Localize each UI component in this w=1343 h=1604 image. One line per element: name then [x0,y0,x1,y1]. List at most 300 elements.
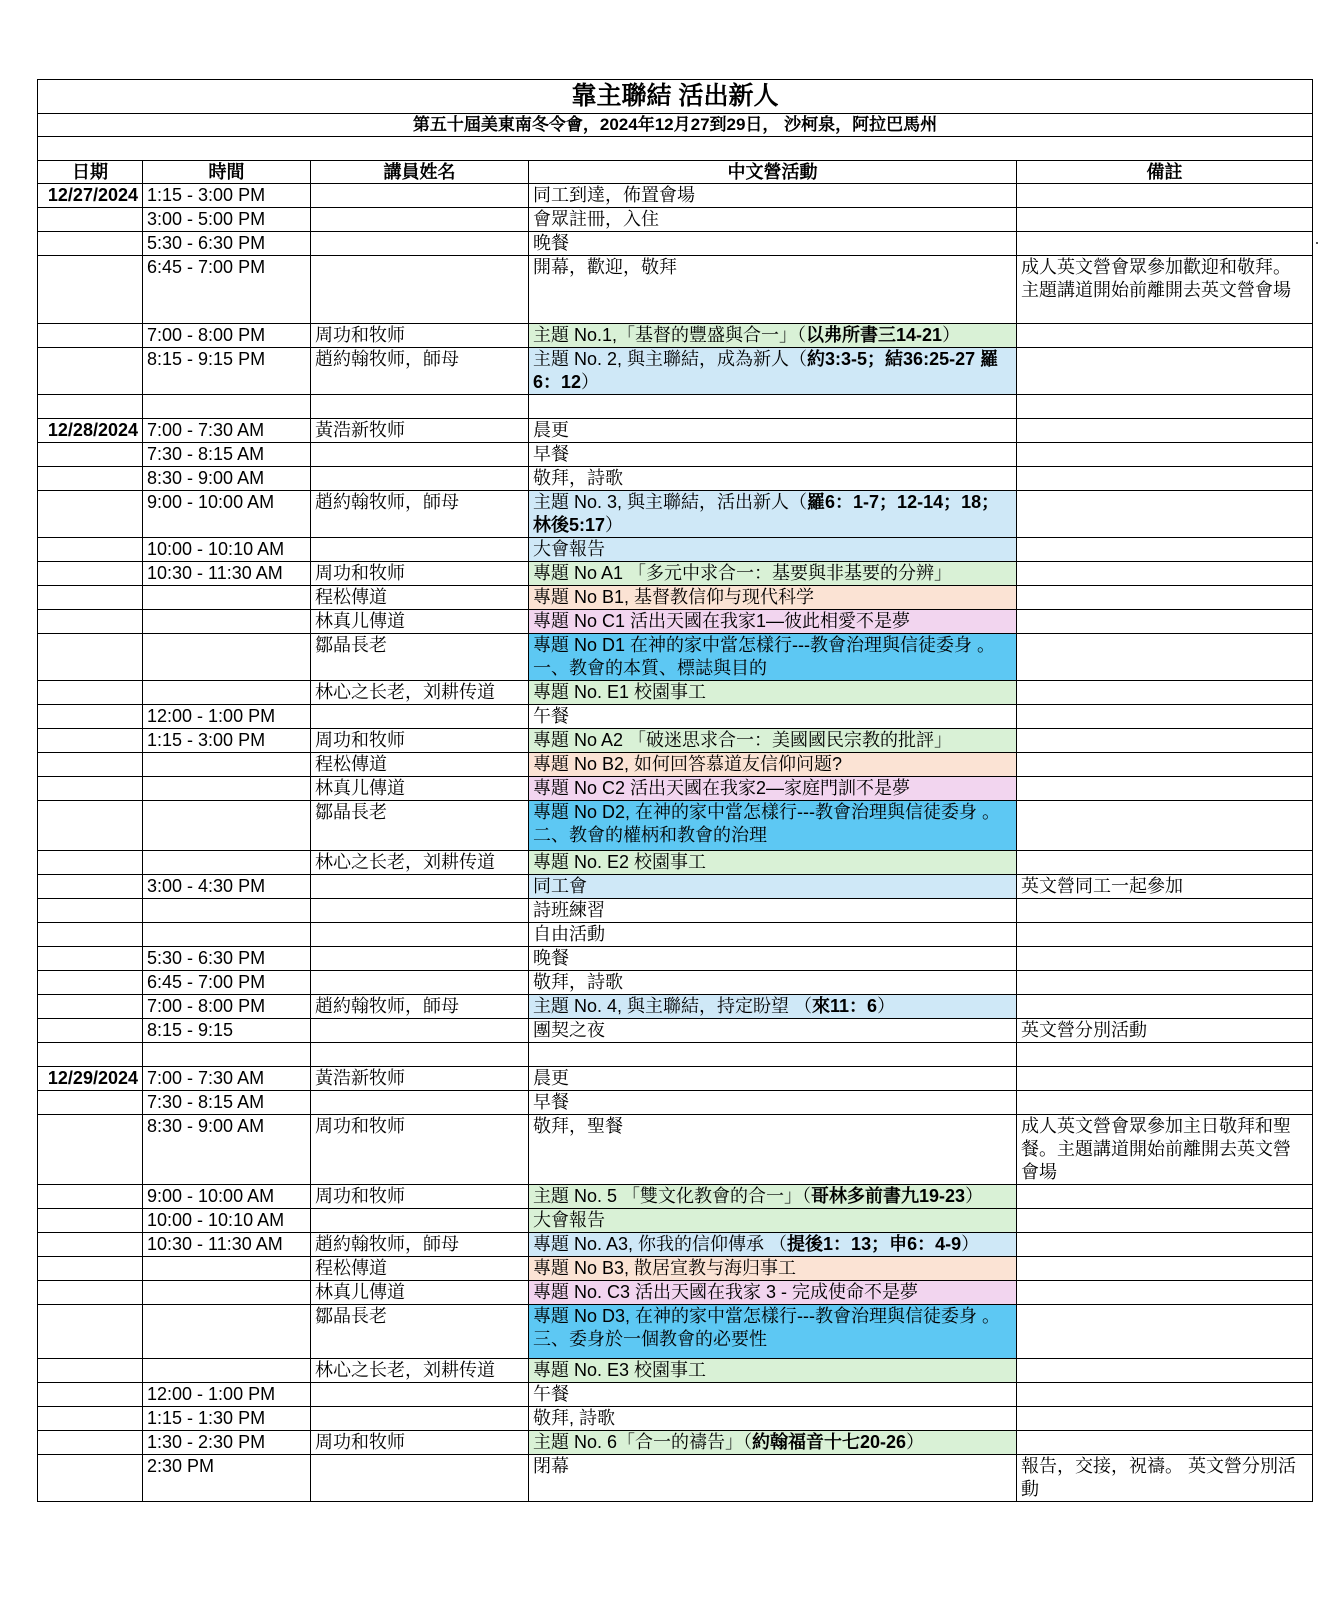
remark-cell [1017,899,1313,923]
schedule-row [38,705,1313,729]
schedule-row [38,777,1313,801]
activity-cell [529,634,1017,681]
date-cell [38,851,143,875]
speaker-cell: 趙約翰牧师，師母 [311,995,529,1019]
speaker-cell: 趙約翰牧师，師母 [311,491,529,538]
activity-text-tail: ） [877,996,896,1016]
activity-cell [529,899,1017,923]
schedule-row [38,208,1313,232]
time-cell [143,777,311,801]
schedule-row [38,851,1313,875]
schedule-row [38,875,1313,899]
activity-cell [529,681,1017,705]
activity-cell [529,1305,1017,1359]
activity-cell [529,1383,1017,1407]
date-cell [38,1233,143,1257]
speaker-cell [311,875,529,899]
speaker-cell: 周功和牧师 [311,562,529,586]
activity-cell [529,491,1017,538]
speaker-cell [311,947,529,971]
activity-cell [529,467,1017,491]
speaker-cell [311,208,529,232]
schedule-row [38,1067,1313,1091]
time-cell: 6:45 - 7:00 PM [143,971,311,995]
remark-cell [1017,705,1313,729]
header-time: 時間 [143,161,311,184]
date-cell [38,1281,143,1305]
activity-cell [529,443,1017,467]
remark-cell [1017,538,1313,562]
schedule-row [38,324,1313,348]
remark-cell [1017,1185,1313,1209]
speaker-cell: 周功和牧师 [311,1431,529,1455]
remark-cell [1017,419,1313,443]
time-cell: 12:00 - 1:00 PM [143,705,311,729]
remark-cell [1017,801,1313,851]
activity-text: 專題 No D3, 在神的家中當怎樣行---教會治理與信徒委身 。三、委身於一個教會的必要性 [533,1306,1001,1349]
date-cell [38,256,143,324]
schedule-row [38,610,1313,634]
activity-cell [529,1115,1017,1185]
activity-text-tail: ） [965,1186,984,1206]
time-cell: 3:00 - 5:00 PM [143,208,311,232]
schedule-row [38,491,1313,538]
activity-cell [529,1455,1017,1502]
schedule-row [38,256,1313,324]
speaker-cell [311,467,529,491]
remark-cell [1017,443,1313,467]
activity-text: 專題 No. E3 校園事工 [533,1360,707,1380]
schedule-row [38,681,1313,705]
speaker-cell: 周功和牧师 [311,729,529,753]
date-cell [38,232,143,256]
activity-cell [529,777,1017,801]
activity-text: 自由活動 [533,924,605,944]
remark-cell [1017,753,1313,777]
speaker-cell [311,705,529,729]
date-cell [38,1455,143,1502]
schedule-row [38,1115,1313,1185]
speaker-cell [311,1209,529,1233]
remark-cell [1017,971,1313,995]
activity-cell [529,923,1017,947]
speaker-cell [311,1455,529,1502]
date-cell [38,705,143,729]
schedule-row [38,1019,1313,1043]
date-cell [38,538,143,562]
activity-text: 早餐 [533,1092,569,1112]
activity-cell [529,1091,1017,1115]
activity-text: 專題 No. E1 校園事工 [533,682,707,702]
activity-text: 會眾註冊，入住 [533,209,659,229]
scripture-reference: 哥林多前書九19-23 [811,1186,966,1206]
date-cell [38,208,143,232]
remark-cell [1017,348,1313,395]
time-cell [143,801,311,851]
scripture-reference: 以弗所書三14-21 [806,325,943,345]
activity-cell [529,256,1017,324]
remark-cell [1017,324,1313,348]
remark-cell [1017,610,1313,634]
remark-cell [1017,467,1313,491]
time-cell [143,586,311,610]
activity-text: 晚餐 [533,233,569,253]
time-cell: 8:15 - 9:15 PM [143,348,311,395]
time-cell: 8:30 - 9:00 AM [143,1115,311,1185]
activity-text: 開幕，歡迎，敬拜 [533,257,677,277]
time-cell: 1:15 - 1:30 PM [143,1407,311,1431]
speaker-cell [311,923,529,947]
date-cell: 12/29/2024 [38,1067,143,1091]
activity-text: 專題 No B2, 如何回答慕道友信仰问题? [533,754,843,774]
scripture-reference: 約3:3-5；結36:25-27 羅6：12 [533,349,999,392]
activity-text: 主題 No.1,「基督的豐盛與合一」（ [533,325,807,345]
speaker-cell: 鄒晶長老 [311,801,529,851]
remark-cell [1017,1359,1313,1383]
speaker-cell: 程松傳道 [311,753,529,777]
time-cell: 8:30 - 9:00 AM [143,467,311,491]
time-cell: 7:30 - 8:15 AM [143,443,311,467]
remark-cell: 成人英文營會眾參加歡迎和敬拜。主題講道開始前離開去英文營會場 [1017,256,1313,324]
time-cell [143,851,311,875]
time-cell: 7:00 - 8:00 PM [143,995,311,1019]
date-cell [38,1359,143,1383]
activity-text: 晨更 [533,420,569,440]
schedule-row [38,1091,1313,1115]
time-cell [143,753,311,777]
activity-text: 專題 No D1 在神的家中當怎樣行---教會治理與信徒委身 。一、教會的本質、標誌與目的 [533,635,996,678]
schedule-row [38,947,1313,971]
remark-cell: 英文營分別活動 [1017,1019,1313,1043]
time-cell: 8:15 - 9:15 [143,1019,311,1043]
header-date: 日期 [38,161,143,184]
schedule-row [38,586,1313,610]
remark-cell: 報告，交接，祝禱。 英文營分別活動 [1017,1455,1313,1502]
schedule-row [38,995,1313,1019]
speaker-cell [311,184,529,208]
remark-cell [1017,947,1313,971]
header-remark: 備註 [1017,161,1313,184]
date-cell [38,1185,143,1209]
page-subtitle: 第五十屆美東南冬令會，2024年12月27到29日， 沙柯泉，阿拉巴馬州 [38,114,1313,137]
speaker-cell: 程松傳道 [311,586,529,610]
speaker-cell: 周功和牧师 [311,1185,529,1209]
remark-cell [1017,1233,1313,1257]
activity-cell [529,1431,1017,1455]
activity-cell [529,1281,1017,1305]
date-cell [38,634,143,681]
speaker-cell: 趙約翰牧师，師母 [311,1233,529,1257]
date-cell: 12/28/2024 [38,419,143,443]
speaker-cell [311,443,529,467]
remark-cell [1017,1281,1313,1305]
activity-text-tail: ） [581,372,600,392]
activity-cell [529,610,1017,634]
date-cell [38,467,143,491]
activity-cell [529,995,1017,1019]
date-cell [38,1257,143,1281]
date-cell: 12/27/2024 [38,184,143,208]
speaker-cell [311,1019,529,1043]
activity-cell [529,1019,1017,1043]
date-cell [38,1383,143,1407]
activity-cell [529,1067,1017,1091]
activity-cell [529,971,1017,995]
scripture-reference: 約翰福音十七20-26 [752,1432,907,1452]
schedule-row [38,1185,1313,1209]
speaker-cell [311,899,529,923]
activity-cell [529,705,1017,729]
remark-cell [1017,491,1313,538]
activity-text: 大會報告 [533,1210,605,1230]
activity-text: 詩班練習 [533,900,605,920]
schedule-table [37,79,1313,1502]
activity-cell [529,208,1017,232]
date-cell [38,1209,143,1233]
date-cell [38,1431,143,1455]
date-cell [38,491,143,538]
speaker-cell [311,1383,529,1407]
date-cell [38,899,143,923]
schedule-row [38,1407,1313,1431]
header-speaker: 講員姓名 [311,161,529,184]
activity-cell [529,232,1017,256]
date-cell [38,971,143,995]
time-cell: 12:00 - 1:00 PM [143,1383,311,1407]
time-cell: 1:15 - 3:00 PM [143,184,311,208]
date-cell [38,610,143,634]
remark-cell [1017,1209,1313,1233]
remark-cell: 成人英文營會眾參加主日敬拜和聖餐。主題講道開始前離開去英文營會場 [1017,1115,1313,1185]
activity-text: 專題 No C2 活出天國在我家2—家庭門訓不是夢 [533,778,911,798]
time-cell: 1:15 - 3:00 PM [143,729,311,753]
date-cell [38,1305,143,1359]
activity-text: 晨更 [533,1068,569,1088]
time-cell: 10:30 - 11:30 AM [143,1233,311,1257]
activity-text: 專題 No. A3, 你我的信仰傳承 （ [533,1234,788,1254]
time-cell: 6:45 - 7:00 PM [143,256,311,324]
speaker-cell: 鄒晶長老 [311,1305,529,1359]
speaker-cell: 周功和牧师 [311,324,529,348]
schedule-row [38,419,1313,443]
activity-cell [529,947,1017,971]
time-cell: 1:30 - 2:30 PM [143,1431,311,1455]
blank-row [38,395,1313,419]
schedule-row [38,753,1313,777]
date-cell [38,923,143,947]
speaker-cell: 趙約翰牧师，師母 [311,348,529,395]
spacer-row [38,137,1313,161]
activity-text: 專題 No C1 活出天國在我家1—彼此相愛不是夢 [533,611,911,631]
activity-text: 主題 No. 4, 與主聯結，持定盼望 （ [533,996,813,1016]
schedule-row [38,1233,1313,1257]
time-cell: 7:30 - 8:15 AM [143,1091,311,1115]
time-cell [143,923,311,947]
activity-text: 午餐 [533,1384,569,1404]
speaker-cell: 周功和牧师 [311,1115,529,1185]
time-cell: 10:30 - 11:30 AM [143,562,311,586]
time-cell [143,1281,311,1305]
activity-text: 閉幕 [533,1456,569,1476]
date-cell [38,1115,143,1185]
activity-cell [529,1209,1017,1233]
activity-cell [529,851,1017,875]
time-cell [143,1359,311,1383]
remark-cell [1017,681,1313,705]
time-cell [143,610,311,634]
speaker-cell: 林真儿傳道 [311,1281,529,1305]
activity-text: 主題 No. 6「合一的禱告」（ [533,1432,753,1452]
activity-text: 團契之夜 [533,1020,605,1040]
time-cell: 2:30 PM [143,1455,311,1502]
schedule-row [38,971,1313,995]
speaker-cell [311,538,529,562]
activity-text: 專題 No A1 「多元中求合一：基要與非基要的分辨」 [533,563,953,583]
date-cell [38,1019,143,1043]
remark-cell [1017,729,1313,753]
activity-cell [529,562,1017,586]
remark-cell [1017,184,1313,208]
activity-cell [529,753,1017,777]
schedule-row [38,1257,1313,1281]
time-cell: 9:00 - 10:00 AM [143,491,311,538]
activity-text: 主題 No. 2, 與主聯結，成為新人（ [533,349,808,369]
schedule-row [38,729,1313,753]
activity-text-tail: ） [942,325,961,345]
schedule-row [38,1431,1313,1455]
remark-cell [1017,1067,1313,1091]
activity-cell [529,538,1017,562]
speaker-cell: 林真儿傳道 [311,610,529,634]
time-cell: 7:00 - 7:30 AM [143,419,311,443]
activity-text: 主題 No. 3, 與主聯結，活出新人（ [533,492,808,512]
schedule-row [38,1383,1313,1407]
date-cell [38,729,143,753]
time-cell: 10:00 - 10:10 AM [143,1209,311,1233]
schedule-row [38,184,1313,208]
remark-cell [1017,562,1313,586]
date-cell [38,586,143,610]
speaker-cell [311,232,529,256]
activity-cell [529,324,1017,348]
speaker-cell: 程松傳道 [311,1257,529,1281]
date-cell [38,875,143,899]
activity-cell [529,419,1017,443]
activity-text: 大會報告 [533,539,605,559]
time-cell: 7:00 - 7:30 AM [143,1067,311,1091]
speaker-cell: 林真儿傳道 [311,777,529,801]
time-cell [143,1257,311,1281]
scripture-reference: 羅6：1-7；12-14；18；林後5:17 [533,492,1000,535]
time-cell [143,681,311,705]
activity-cell [529,348,1017,395]
activity-cell [529,1257,1017,1281]
schedule-row [38,1305,1313,1359]
activity-cell [529,586,1017,610]
date-cell [38,324,143,348]
schedule-row [38,634,1313,681]
activity-text: 專題 No. C3 活出天國在我家 3 - 完成使命不是夢 [533,1282,919,1302]
activity-text: 敬拜, 詩歌 [533,1408,616,1428]
time-cell: 10:00 - 10:10 AM [143,538,311,562]
schedule-row [38,923,1313,947]
date-cell [38,947,143,971]
remark-cell: 英文營同工一起參加 [1017,875,1313,899]
date-cell [38,995,143,1019]
activity-cell [529,875,1017,899]
speaker-cell: 林心之长老，刘耕传道 [311,1359,529,1383]
speaker-cell [311,256,529,324]
activity-text: 同工到達，佈置會場 [533,185,695,205]
blank-row [38,1043,1313,1067]
activity-cell [529,1185,1017,1209]
schedule-row [38,443,1313,467]
activity-text-tail: ） [605,515,624,535]
activity-cell [529,1233,1017,1257]
activity-text-tail: ） [906,1432,925,1452]
date-cell [38,753,143,777]
speaker-cell [311,1407,529,1431]
header-activity: 中文營活動 [529,161,1017,184]
remark-cell [1017,1407,1313,1431]
time-cell [143,899,311,923]
scripture-reference: 來11：6 [812,996,878,1016]
date-cell [38,348,143,395]
activity-text: 專題 No. E2 校園事工 [533,852,707,872]
speaker-cell: 鄒晶長老 [311,634,529,681]
date-cell [38,1407,143,1431]
activity-cell [529,184,1017,208]
activity-cell [529,1359,1017,1383]
speaker-cell [311,971,529,995]
header-row [38,161,1313,184]
activity-text: 專題 No A2 「破迷思求合一：美國國民宗教的批評」 [533,730,953,750]
activity-cell [529,729,1017,753]
schedule-row [38,232,1313,256]
activity-text: 專題 No B3, 散居宣教与海归事工 [533,1258,797,1278]
activity-text: 敬拜，詩歌 [533,972,623,992]
schedule-row [38,1359,1313,1383]
date-cell [38,562,143,586]
remark-cell [1017,1383,1313,1407]
schedule-row [38,348,1313,395]
date-cell [38,801,143,851]
activity-cell [529,1407,1017,1431]
remark-cell [1017,777,1313,801]
activity-text-tail: ） [961,1234,980,1254]
remark-cell [1017,923,1313,947]
schedule-row [38,1455,1313,1502]
schedule-row [38,538,1313,562]
remark-cell [1017,586,1313,610]
remark-cell [1017,208,1313,232]
schedule-row [38,467,1313,491]
activity-text: 午餐 [533,706,569,726]
speaker-cell: 林心之长老，刘耕传道 [311,851,529,875]
remark-cell [1017,232,1313,256]
activity-text: 專題 No B1, 基督教信仰与现代科学 [533,587,815,607]
activity-text: 主題 No. 5 「雙文化教會的合一」（ [533,1186,812,1206]
speaker-cell: 黃浩新牧师 [311,419,529,443]
activity-text: 敬拜，詩歌 [533,468,623,488]
time-cell: 9:00 - 10:00 AM [143,1185,311,1209]
activity-text: 同工會 [533,876,587,896]
speaker-cell: 黃浩新牧师 [311,1067,529,1091]
date-cell [38,681,143,705]
speaker-cell [311,1091,529,1115]
schedule-row [38,1209,1313,1233]
remark-cell [1017,1431,1313,1455]
